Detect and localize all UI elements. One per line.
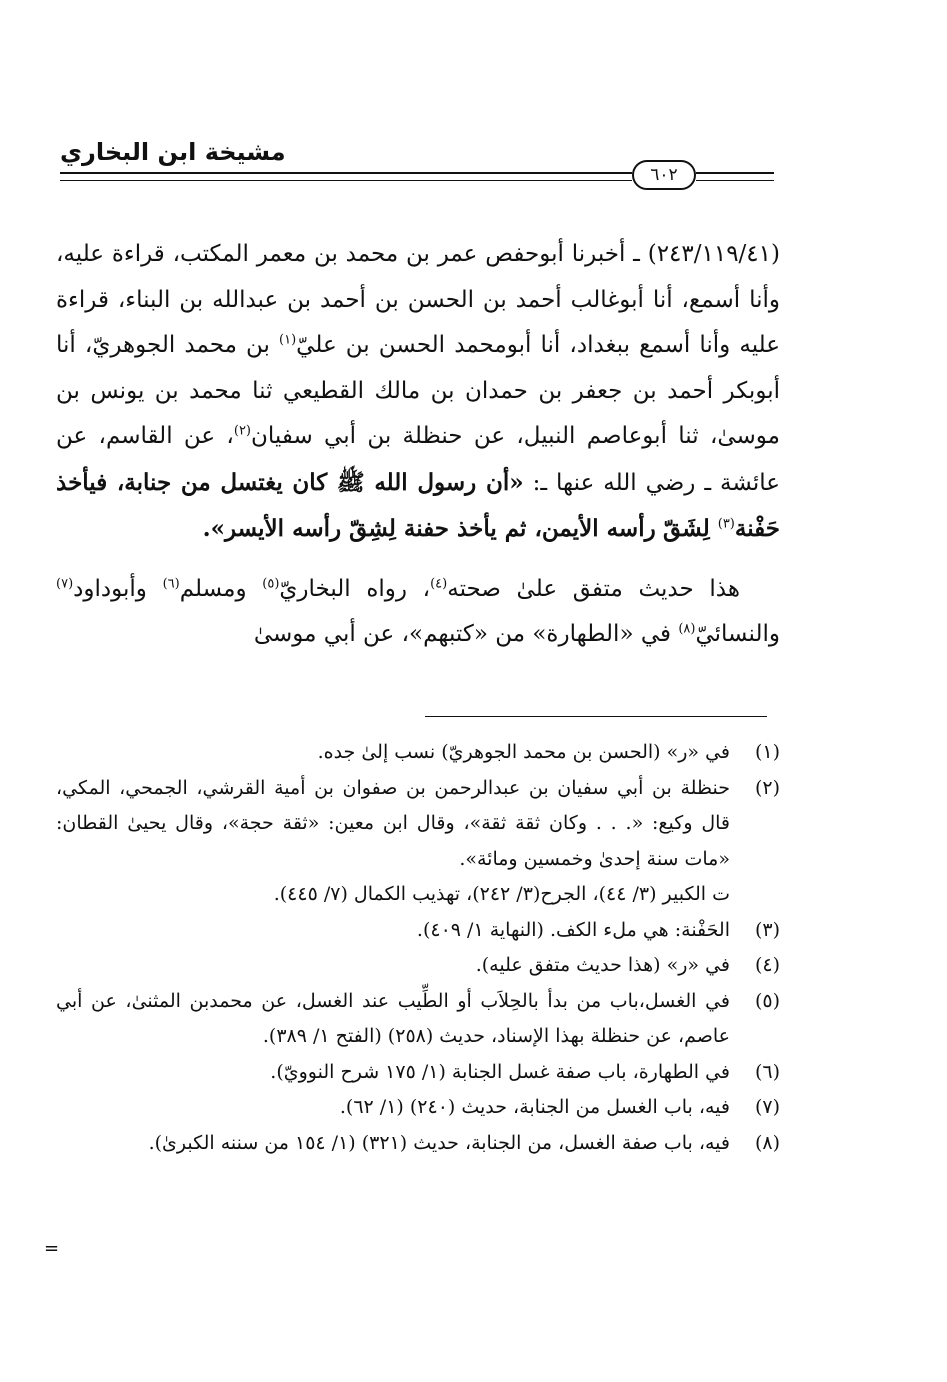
hadith-text — [56, 232, 780, 658]
footnote-ref: (٣) — [717, 516, 735, 532]
footnote — [56, 771, 780, 913]
footnote-number: (٢) — [754, 776, 780, 799]
footnote-sources: ت الكبير (٣/ ٤٤)، الجرح(٣/ ٢٤٢)، تهذيب الكمال (٧/ ٤٤٥). — [273, 883, 730, 905]
footnote — [56, 913, 780, 949]
takhrij-text: في «الطهارة» من «كتبهم»، عن أبي موسىٰ — [253, 621, 679, 647]
footnote-number: (٤) — [754, 954, 780, 976]
footnote-ref: (٥) — [262, 575, 280, 591]
matn-text: رأسه الأيمن، ثم يأخذ حفنة لِشِقّ رأسه الأيسر». — [202, 515, 656, 542]
footnote — [56, 735, 780, 771]
header-rule-right-top — [696, 172, 774, 174]
footnote — [56, 984, 780, 1055]
footnote — [56, 948, 780, 984]
isnad-line: (٢٤٣/١١٩/٤١) ـ أخبرنا أبوحفص عمر بن محمد بن معمر — [256, 241, 780, 267]
footnote-ref: (٦) — [162, 575, 180, 591]
matn-text: «أن رسول الله ﷺ كان يغتسل من جنابة، فيأخذ حَفْنة — [56, 468, 780, 542]
footnote-ref: (٤) — [430, 575, 448, 591]
footnote-number: (٣) — [754, 918, 780, 941]
isnad-line: أحمد بن عبدالله بن البناء، قراءة عليه وأنا أسمع ببغداد، أنا أبومحمد — [56, 286, 780, 358]
footnote-ref: (١) — [279, 332, 297, 348]
isnad-line: الحسن بن عليّ — [296, 332, 446, 358]
continuation-mark: = — [44, 1238, 60, 1259]
isnad-line: حمدان بن مالك القطيعي ثنا محمد بن يونس بن موسىٰ، ثنا أبوعاصم — [56, 377, 781, 449]
footnote-text: فيه، باب صفة الغسل، من الجنابة، حديث (٣٢١) (١/ ١٥٤ من سننه الكبرىٰ). — [148, 1131, 730, 1154]
header-rule-right-bottom — [696, 180, 774, 181]
footnote-number: (٦) — [754, 1060, 780, 1083]
page-number: ٦٠٢ — [632, 160, 696, 190]
footnote-ref: (٧) — [56, 575, 74, 591]
footnote-ref: (٨) — [678, 621, 696, 637]
running-title: مشيخة ابن البخاري — [60, 138, 286, 166]
footnote-separator — [425, 716, 767, 717]
footnote-text: في «ر» (هذا حديث متفق عليه). — [475, 954, 730, 976]
footnote — [56, 1090, 780, 1126]
takhrij-text: والنسائيّ — [695, 621, 780, 647]
isnad-line: بن محمد الجوهريّ، أنا أبوبكر أحمد بن جعفر بن — [56, 332, 781, 404]
isnad-line: المكتب، قراءة عليه، وأنا أسمع، أنا أبوغالب أحمد بن الحسن بن — [56, 241, 781, 313]
footnote-number: (٥) — [754, 989, 780, 1012]
takhrij-paragraph — [56, 567, 780, 658]
takhrij-text: هذا حديث متفق علىٰ صحته — [447, 575, 740, 602]
matn-text: لِشَقّ — [663, 515, 718, 542]
isnad-line: عنها ـ: — [523, 469, 595, 496]
header-rule-top — [60, 172, 632, 174]
hadith-paragraph — [56, 232, 780, 553]
footnote-number: (٨) — [754, 1131, 780, 1154]
footnote-text: حنظلة بن أبي سفيان بن عبدالرحمن بن صفوان بن أمية القرشي، الجمحي، المكي، قال وكيع: «. . . وكان ثقة ثقة»، وقال ابن معين: «ثقة حجة»، وقال يحيىٰ القطان: «مات سنة إحدىٰ وخمسين ومائة». — [56, 776, 730, 870]
footnote-text: في الطهارة، باب صفة غسل الجنابة (١/ ١٧٥ شرح النوويّ). — [270, 1060, 730, 1083]
footnote-text: في الغسل،باب من بدأ بالحِلاَب أو الطِّيب عند الغسل، عن محمدبن المثنىٰ، عن أبي عاصم، عن حنظلة بهذا الإسناد، حديث (٢٥٨) (الفتح ١/ ٣٨٩). — [56, 989, 730, 1047]
footnote-ref: (٢) — [233, 423, 251, 439]
takhrij-text: ، رواه البخاريّ — [279, 575, 431, 602]
footnote-text — [56, 771, 730, 913]
footnote-text: في «ر» (الحسن بن محمد الجوهريّ) نسب إلىٰ جده. — [317, 741, 730, 763]
header-rule-bottom — [60, 180, 632, 181]
footnote — [56, 1126, 780, 1162]
takhrij-text: ومسلم — [179, 575, 263, 602]
footnotes — [56, 735, 780, 1161]
isnad-line: ، عن القاسم، عن عائشة ـ رضي الله — [56, 423, 781, 496]
footnote-text: فيه، باب الغسل من الجنابة، حديث (٢٤٠) (١/ ٦٢). — [339, 1096, 730, 1118]
footnote-number: (٧) — [754, 1096, 780, 1118]
isnad-line: النبيل، عن حنظلة بن أبي سفيان — [251, 423, 576, 449]
takhrij-text: وأبوداود — [73, 575, 147, 602]
footnote-text: الحَفْنة: هي ملء الكف. (النهاية ١/ ٤٠٩). — [416, 918, 730, 941]
footnote — [56, 1055, 780, 1091]
footnote-number: (١) — [754, 741, 780, 763]
